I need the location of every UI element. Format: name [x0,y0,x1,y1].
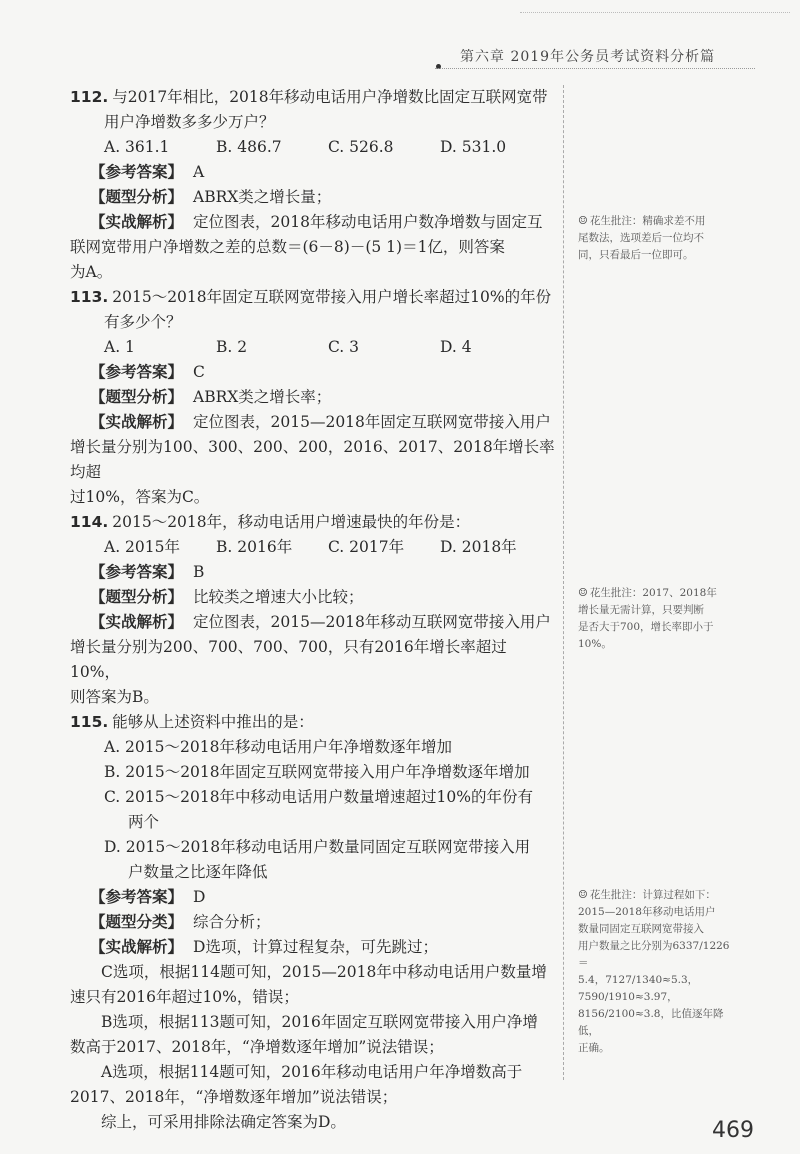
answer-label: 【参考答案】 [90,888,184,906]
option-c: C. 2017年 [328,538,405,556]
top-edge-dots [520,12,790,13]
question-114: 114. 2015～2018年，移动电话用户增速最快的年份是： A. 2015年 B. 2016年 C. 2017年 D. 2018年 【参考答案】 B 【题型分析】 比较类之增速大小比较； 【实战解析】 定位图表，2015—2018年移动互联网宽带接入用户 增长量分别为200、700、700、700，只有2016年增长率超过10%， 则答案为B。 [70,510,555,710]
answer-label: 【参考答案】 [90,363,184,381]
side-note-3: ☺ 花生批注：计算过程如下： 2015—2018年移动电话用户 数量同固定互联网宽带接入 用户数量之比分别为6337/1226＝ 5.4，7127/1340≈5.3，7590/1910≈3.97， 8156/2100≈3.8，比值逐年降低， 正确。 [578,888,730,1054]
option-c-cont: 两个 [128,813,160,831]
type-label: 【题型分析】 [90,188,184,206]
option-a: A. 2015年 [104,538,180,556]
side-note-2: ☺ 花生批注：2017、2018年 增长量无需计算，只要判断 是否大于700，增长率即小于 10%。 [578,586,717,650]
option-d: D. 4 [440,338,472,356]
answer: C [193,363,205,381]
smiley-icon: ☺ [578,214,588,227]
option-c: C. 3 [328,338,360,356]
type: ABRX类之增长量； [193,188,332,206]
option-d: D. 531.0 [440,138,507,156]
analysis: 定位图表，2018年移动电话用户数净增数与固定互 [193,213,543,231]
option-b: B. 2015～2018年固定互联网宽带接入用户年净增数逐年增加 [104,763,530,781]
type-label: 【题型分类】 [90,913,184,931]
analysis-label: 【实战解析】 [90,413,184,431]
option-b: B. 2016年 [216,538,293,556]
analysis-label: 【实战解析】 [90,938,184,956]
header-rule [435,68,755,69]
answer-label: 【参考答案】 [90,163,184,181]
option-c: C. 526.8 [328,138,394,156]
option-c: C. 2015～2018年中移动电话用户数量增速超过10%的年份有 [104,788,534,806]
para-a: A选项，根据114题可知，2016年移动电话用户年净增数高于 2017、2018年，“净增数逐年增加”说法错误； [70,1063,523,1106]
side-note-1: ☺ 花生批注：精确求差不用 尾数法，选项差后一位均不 同，只看最后一位即可。 [578,214,706,261]
analysis: 定位图表，2015—2018年移动互联网宽带接入用户 [193,613,551,631]
main-column [70,85,555,1135]
question-113: 113. 2015～2018年固定互联网宽带接入用户增长率超过10%的年份 有多少个？ A. 1 B. 2 C. 3 D. 4 【参考答案】 C 【题型分析】 ABRX类之增长率； 【实战解析】 定位图表，2015—2018年固定互联网宽带接入用户 增长量分别为100、300、200、200，2016、2017、2018年增长率均超 过10%，答案为C。 [70,288,555,506]
type: 比较类之增速大小比较； [193,588,364,606]
option-a: A. 2015～2018年移动电话用户年净增数逐年增加 [104,738,452,756]
option-b: B. 486.7 [216,138,282,156]
analysis-label: 【实战解析】 [90,213,184,231]
options [70,335,555,360]
option-d: D. 2015～2018年移动电话用户数量同固定互联网宽带接入用 [104,838,531,856]
smiley-icon: ☺ [578,586,588,599]
conclusion: 综上，可采用排除法确定答案为D。 [101,1113,346,1131]
type-label: 【题型分析】 [90,588,184,606]
analysis: 定位图表，2015—2018年固定互联网宽带接入用户 [193,413,551,431]
options [70,535,555,560]
option-a: A. 1 [104,338,135,356]
answer: D [193,888,206,906]
answer: B [193,563,205,581]
para-b: B选项，根据113题可知，2016年固定互联网宽带接入用户净增 数高于2017、2018年，“净增数逐年增加”说法错误； [70,1013,538,1056]
analysis: D选项，计算过程复杂，可先跳过； [193,938,438,956]
analysis-label: 【实战解析】 [90,613,184,631]
answer-label: 【参考答案】 [90,563,184,581]
para-c: C选项，根据114题可知，2015—2018年中移动电话用户数量增 速只有2016年超过10%，错误； [70,963,547,1006]
option-d: D. 2018年 [440,538,517,556]
question-115: 115. 能够从上述资料中推出的是： A. 2015～2018年移动电话用户年净增数逐年增加 B. 2015～2018年固定互联网宽带接入用户年净增数逐年增加 C. 2015～2018年中移动电话用户数量增速超过10%的年份有 两个 D. 2015～2018年移动电话用户数量同固定互联网宽带接入用 户数量之比逐年降低 【参考答案】 D 【题型分类】 综合分析； 【实战解析】 D选项，计算过程复杂，可先跳过； C选项，根据114题可知，2015—2018年中移动电话用户数量增 速只有2016年超过10%，错误； B选项，根据113题可知，2016年固定互联网宽带接入用户净增 数高于2017、2018年，“净增数逐年增加”说法错误； A选项，根据114题可知，2016年移动电话用户年净增数高于 2017、2018年，“净增数逐年增加”说法错误； 综上，可采用排除法确定答案为D。 [70,710,555,1135]
running-header: 第六章 2019年公务员考试资料分析篇 [460,49,716,65]
option-d-cont: 户数量之比逐年降低 [128,863,268,881]
type: ABRX类之增长率； [193,388,332,406]
option-b: B. 2 [216,338,248,356]
question-112: 112. 与2017年相比，2018年移动电话用户净增数比固定互联网宽带 用户净增数多多少万户？ A. 361.1 B. 486.7 C. 526.8 D. 531.0 【参考答案】 A 【题型分析】 ABRX类之增长量； 【实战解析】 定位图表，2018年移动电话用户数净增数与固定互 联网宽带用户净增数之差的总数＝(6－8)－(5 1)＝1亿，则答案 为A。 [70,85,555,285]
type: 综合分析； [193,913,271,931]
type-label: 【题型分析】 [90,388,184,406]
option-a: A. 361.1 [104,138,170,156]
margin-divider [563,85,564,1080]
smiley-icon: ☺ [578,888,588,901]
options [70,135,555,160]
answer: A [193,163,205,181]
page-number: 469 [712,1118,754,1143]
